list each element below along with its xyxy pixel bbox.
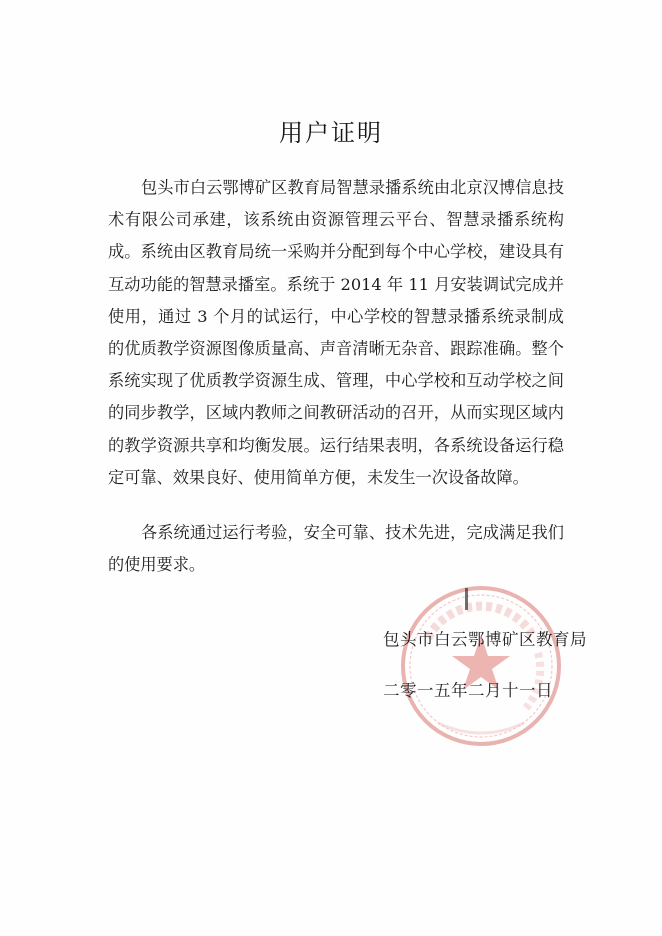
body-paragraph-2: 各系统通过运行考验，安全可靠、技术先进，完成满足我们的使用要求。 [108,523,564,575]
signature-organization: 包头市白云鄂博矿区教育局 [383,630,587,649]
document-title: 用户证明 [279,119,383,147]
body-paragraph-1: 包头市白云鄂博矿区教育局智慧录播系统由北京汉博信息技术有限公司承建，该系统由资源管理云平台、智慧录播系统构成。系统由区教育局统一采购并分配到每个中心学校，建设具有互动功能的智慧录播室。系统于 2014 年 11 月安装调试完成并使用，通过 3 个月的试运行，中心学校的智慧录播系统录制成的优质教学资源图像质量高、声音清晰无杂音、跟踪准确。整个系统实现了优质教学资源生成、管理，中心学校和互动学校之间的同步教学，区域内教师之间教研活动的召开，从而实现区域内的教学资源共享和均衡发展。运行结果表明，各系统设备运行稳定可靠、效果良好、使用简单方便，未发生一次设备故障。 [108,178,564,487]
signature-mark [465,588,468,610]
red-star-seal-icon [398,583,564,749]
signature-date: 二零一五年二月十一日 [383,681,553,700]
